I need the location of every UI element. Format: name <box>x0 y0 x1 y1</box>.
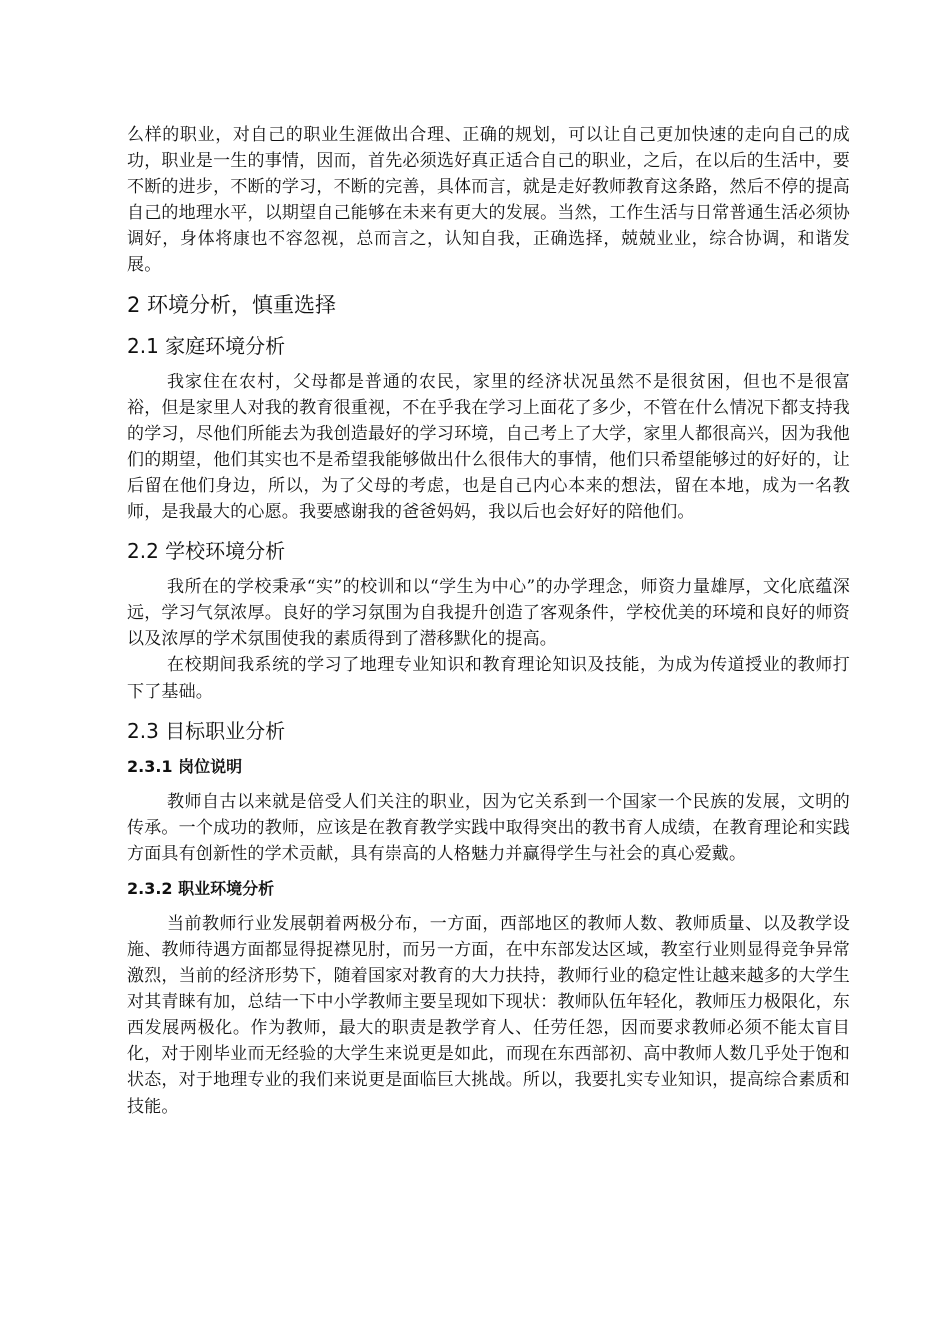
section-2-3-heading: 2.3 目标职业分析 <box>127 718 286 743</box>
section-2-1-heading: 2.1 家庭环境分析 <box>127 333 286 358</box>
school-environment-paragraph-1: 我所在的学校秉承“实”的校训和以“学生为中心”的办学理念，师资力量雄厚，文化底蕴深远，学习气氛浓厚。良好的学习氛围为自我提升创造了客观条件，学校优美的环境和良好的师资以及浓厚的学术氛围使我的素质得到了潜移默化的提高。 <box>127 577 850 650</box>
career-environment-paragraph: 当前教师行业发展朝着两极分布，一方面，西部地区的教师人数、教师质量、以及教学设施、教师待遇方面都显得捉襟见肘，而另一方面，在中东部发达区域，教室行业则显得竞争异常激烈，当前的经济形势下，随着国家对教育的大力扶持，教师行业的稳定性让越来越多的大学生对其青睐有加，总结一下中小学教师主要呈现如下现状：教师队伍年轻化，教师压力极限化，东西发展两极化。作为教师，最大的职责是教学育人、任劳任怨，因而要求教师必须不能太盲目化，对于刚毕业而无经验的大学生来说更是如此，而现在东西部初、高中教师人数几乎处于饱和状态，对于地理专业的我们来说更是面临巨大挑战。所以，我要扎实专业知识，提高综合素质和技能。 <box>127 913 850 1117</box>
section-2-2-heading: 2.2 学校环境分析 <box>127 539 286 564</box>
intro-paragraph: 么样的职业，对自己的职业生涯做出合理、正确的规划，可以让自己更加快速的走向自己的成功，职业是一生的事情，因而，首先必须选好真正适合自己的职业，之后，在以后的生活中，要不断的进步，不断的学习，不断的完善，具体而言，就是走好教师教育这条路，然后不停的提高自己的地理水平，以期望自己能够在未来有更大的发展。当然，工作生活与日常普通生活必须协调好，身体将康也不容忽视，总而言之，认知自我，正确选择，兢兢业业，综合协调，和谐发展。 <box>127 125 850 276</box>
section-2-heading: 2 环境分析，慎重选择 <box>127 292 337 317</box>
family-environment-paragraph: 我家住在农村，父母都是普通的农民，家里的经济状况虽然不是很贫困，但也不是很富裕，但是家里人对我的教育很重视，不在乎我在学习上面花了多少，不管在什么情况下都支持我的学习，尽他们所能去为我创造最好的学习环境，自己考上了大学，家里人都很高兴，因为我他们的期望，他们其实也不是希望我能够做出什么很伟大的事情，他们只希望能够过的好好的，让后留在他们身边，所以，为了父母的考虑，也是自己内心本来的想法，留在本地，成为一名教师，是我最大的心愿。我要感谢我的爸爸妈妈，我以后也会好好的陪他们。 <box>127 371 850 523</box>
section-2-3-1-heading: 2.3.1 岗位说明 <box>127 756 243 776</box>
section-2-3-2-heading: 2.3.2 职业环境分析 <box>127 878 275 898</box>
school-environment-paragraph-2: 在校期间我系统的学习了地理专业知识和教育理论知识及技能，为成为传道授业的教师打下了基础。 <box>127 655 850 702</box>
job-description-paragraph: 教师自古以来就是倍受人们关注的职业，因为它关系到一个国家一个民族的发展，文明的传承。一个成功的教师，应该是在教育教学实践中取得突出的教书育人成绩，在教育理论和实践方面具有创新性的学术贡献，具有崇高的人格魅力并赢得学生与社会的真心爱戴。 <box>127 791 850 864</box>
